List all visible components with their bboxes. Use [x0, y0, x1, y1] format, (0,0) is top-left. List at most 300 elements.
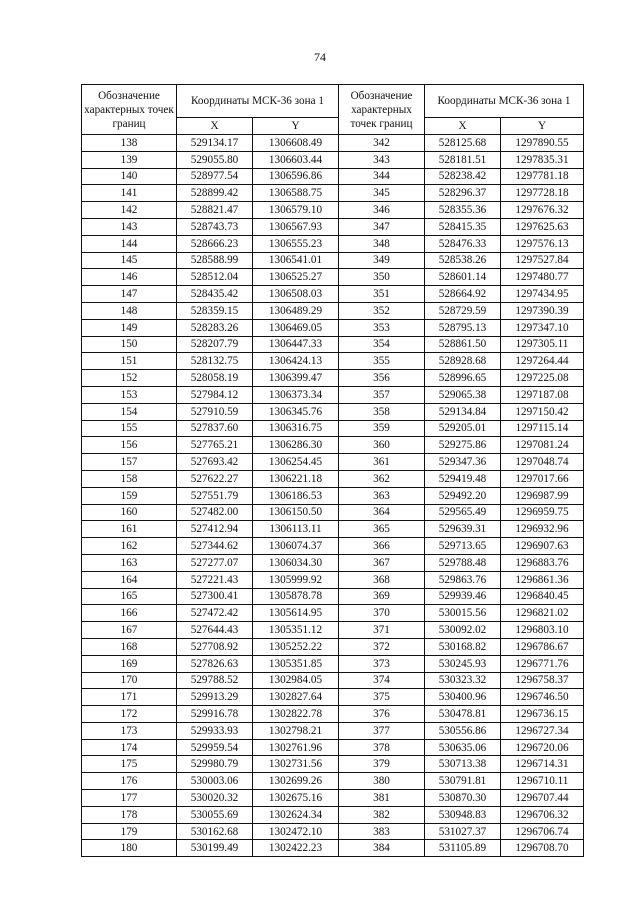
cell-point-left: 149 [82, 319, 177, 336]
table-row [82, 504, 584, 521]
cell-point-right: 384 [339, 840, 425, 857]
cell-x-right: 530713.38 [425, 756, 501, 773]
table-row [82, 252, 584, 269]
cell-y-right: 1296803.10 [501, 622, 584, 639]
cell-x-left: 528977.54 [177, 168, 253, 185]
cell-x-right: 530323.32 [425, 672, 501, 689]
table-row [82, 487, 584, 504]
cell-x-right: 530791.81 [425, 773, 501, 790]
cell-x-right: 530635.06 [425, 739, 501, 756]
table-row [82, 353, 584, 370]
cell-y-left: 1306316.75 [253, 420, 339, 437]
cell-point-left: 171 [82, 689, 177, 706]
cell-x-left: 529916.78 [177, 706, 253, 723]
cell-point-left: 167 [82, 622, 177, 639]
cell-x-left: 530162.68 [177, 823, 253, 840]
cell-x-right: 530478.81 [425, 706, 501, 723]
cell-y-right: 1297676.32 [501, 202, 584, 219]
cell-x-right: 529205.01 [425, 420, 501, 437]
cell-y-right: 1296710.11 [501, 773, 584, 790]
cell-x-left: 528588.99 [177, 252, 253, 269]
cell-y-right: 1297835.31 [501, 151, 584, 168]
table-row [82, 605, 584, 622]
table-row [82, 706, 584, 723]
table-row [82, 554, 584, 571]
cell-x-left: 527826.63 [177, 655, 253, 672]
cell-y-left: 1306588.75 [253, 185, 339, 202]
cell-point-left: 146 [82, 269, 177, 286]
cell-point-right: 363 [339, 487, 425, 504]
cell-x-right: 529419.48 [425, 470, 501, 487]
cell-point-right: 376 [339, 706, 425, 723]
cell-x-right: 530556.86 [425, 722, 501, 739]
cell-x-right: 529492.20 [425, 487, 501, 504]
cell-y-right: 1296840.45 [501, 588, 584, 605]
cell-x-right: 529065.38 [425, 386, 501, 403]
cell-y-left: 1306113.11 [253, 521, 339, 538]
cell-x-right: 528476.33 [425, 235, 501, 252]
cell-point-right: 357 [339, 386, 425, 403]
cell-y-left: 1306345.76 [253, 403, 339, 420]
cell-y-left: 1306567.93 [253, 218, 339, 235]
cell-x-left: 527765.21 [177, 437, 253, 454]
table-row [82, 454, 584, 471]
cell-point-left: 163 [82, 554, 177, 571]
cell-point-left: 173 [82, 722, 177, 739]
cell-point-left: 139 [82, 151, 177, 168]
cell-x-right: 528601.14 [425, 269, 501, 286]
cell-point-left: 148 [82, 302, 177, 319]
cell-y-right: 1297150.42 [501, 403, 584, 420]
cell-x-right: 528996.65 [425, 370, 501, 387]
cell-y-left: 1305614.95 [253, 605, 339, 622]
cell-point-left: 153 [82, 386, 177, 403]
cell-point-left: 158 [82, 470, 177, 487]
cell-point-right: 343 [339, 151, 425, 168]
cell-point-right: 378 [339, 739, 425, 756]
cell-point-left: 154 [82, 403, 177, 420]
cell-point-left: 147 [82, 286, 177, 303]
cell-x-right: 528729.59 [425, 302, 501, 319]
cell-x-right: 529639.31 [425, 521, 501, 538]
cell-y-left: 1302624.34 [253, 806, 339, 823]
table-row [82, 235, 584, 252]
cell-point-right: 370 [339, 605, 425, 622]
cell-y-left: 1302472.10 [253, 823, 339, 840]
cell-x-right: 529939.46 [425, 588, 501, 605]
cell-y-left: 1305351.12 [253, 622, 339, 639]
cell-point-right: 346 [339, 202, 425, 219]
cell-y-left: 1306579.10 [253, 202, 339, 219]
table-row [82, 840, 584, 857]
cell-point-left: 160 [82, 504, 177, 521]
cell-x-left: 527644.43 [177, 622, 253, 639]
cell-point-left: 138 [82, 135, 177, 152]
cell-x-left: 528435.42 [177, 286, 253, 303]
cell-point-left: 169 [82, 655, 177, 672]
cell-y-right: 1297017.66 [501, 470, 584, 487]
table-row [82, 286, 584, 303]
cell-x-right: 530948.83 [425, 806, 501, 823]
cell-point-left: 162 [82, 538, 177, 555]
cell-y-right: 1297390.39 [501, 302, 584, 319]
cell-y-right: 1297527.84 [501, 252, 584, 269]
cell-point-right: 347 [339, 218, 425, 235]
cell-x-left: 527482.00 [177, 504, 253, 521]
table-row [82, 202, 584, 219]
cell-y-left: 1306399.47 [253, 370, 339, 387]
cell-point-right: 377 [339, 722, 425, 739]
cell-y-left: 1306254.45 [253, 454, 339, 471]
cell-x-left: 528899.42 [177, 185, 253, 202]
cell-y-right: 1296714.31 [501, 756, 584, 773]
header-x-right: X [425, 118, 501, 135]
cell-x-left: 527708.92 [177, 638, 253, 655]
cell-point-right: 380 [339, 773, 425, 790]
table-row [82, 403, 584, 420]
cell-y-left: 1302731.56 [253, 756, 339, 773]
cell-x-left: 528132.75 [177, 353, 253, 370]
cell-x-left: 530003.06 [177, 773, 253, 790]
coordinates-table [81, 84, 584, 857]
cell-y-left: 1306447.33 [253, 336, 339, 353]
cell-y-left: 1306603.44 [253, 151, 339, 168]
cell-x-left: 528821.47 [177, 202, 253, 219]
cell-point-right: 381 [339, 790, 425, 807]
cell-point-left: 161 [82, 521, 177, 538]
cell-y-right: 1296786.67 [501, 638, 584, 655]
table-row [82, 168, 584, 185]
cell-x-left: 528666.23 [177, 235, 253, 252]
cell-point-left: 175 [82, 756, 177, 773]
cell-y-left: 1306286.30 [253, 437, 339, 454]
cell-y-left: 1306373.34 [253, 386, 339, 403]
cell-x-left: 529055.80 [177, 151, 253, 168]
cell-y-left: 1306596.86 [253, 168, 339, 185]
cell-y-right: 1296720.06 [501, 739, 584, 756]
cell-y-right: 1296932.96 [501, 521, 584, 538]
cell-point-right: 350 [339, 269, 425, 286]
cell-point-right: 352 [339, 302, 425, 319]
table-row [82, 538, 584, 555]
cell-point-right: 342 [339, 135, 425, 152]
cell-y-right: 1296706.74 [501, 823, 584, 840]
table-row [82, 638, 584, 655]
cell-x-left: 527910.59 [177, 403, 253, 420]
cell-x-left: 528743.73 [177, 218, 253, 235]
cell-x-right: 531105.89 [425, 840, 501, 857]
cell-y-left: 1306525.27 [253, 269, 339, 286]
cell-y-left: 1305878.78 [253, 588, 339, 605]
table-row [82, 437, 584, 454]
cell-x-left: 527412.94 [177, 521, 253, 538]
table-row [82, 672, 584, 689]
cell-x-right: 529275.86 [425, 437, 501, 454]
cell-x-right: 529863.76 [425, 571, 501, 588]
cell-point-right: 367 [339, 554, 425, 571]
header-coords-right: Координаты МСК-36 зона 1 [425, 85, 584, 118]
cell-point-right: 348 [339, 235, 425, 252]
cell-x-left: 527472.42 [177, 605, 253, 622]
cell-y-left: 1306508.03 [253, 286, 339, 303]
header-point-left: Обозначение характерных точек границ [82, 85, 177, 135]
cell-y-right: 1297347.10 [501, 319, 584, 336]
cell-y-right: 1297187.08 [501, 386, 584, 403]
cell-x-left: 529959.54 [177, 739, 253, 756]
table-row [82, 151, 584, 168]
cell-point-right: 361 [339, 454, 425, 471]
cell-x-left: 528207.79 [177, 336, 253, 353]
cell-y-right: 1296883.76 [501, 554, 584, 571]
cell-point-left: 170 [82, 672, 177, 689]
cell-y-right: 1297048.74 [501, 454, 584, 471]
cell-y-right: 1297728.18 [501, 185, 584, 202]
table-row [82, 269, 584, 286]
cell-point-right: 351 [339, 286, 425, 303]
cell-point-right: 356 [339, 370, 425, 387]
cell-x-right: 530092.02 [425, 622, 501, 639]
cell-point-right: 355 [339, 353, 425, 370]
cell-y-left: 1306221.18 [253, 470, 339, 487]
cell-x-right: 530400.96 [425, 689, 501, 706]
cell-x-right: 529134.84 [425, 403, 501, 420]
table-row [82, 756, 584, 773]
cell-x-left: 527277.07 [177, 554, 253, 571]
cell-x-left: 529980.79 [177, 756, 253, 773]
table-row [82, 588, 584, 605]
cell-point-left: 140 [82, 168, 177, 185]
cell-y-left: 1306186.53 [253, 487, 339, 504]
cell-point-right: 345 [339, 185, 425, 202]
cell-point-left: 177 [82, 790, 177, 807]
table-row [82, 790, 584, 807]
cell-y-right: 1297305.11 [501, 336, 584, 353]
table-row [82, 521, 584, 538]
cell-y-right: 1296736.15 [501, 706, 584, 723]
cell-point-right: 373 [339, 655, 425, 672]
cell-point-right: 375 [339, 689, 425, 706]
cell-y-left: 1302798.21 [253, 722, 339, 739]
cell-x-left: 527300.41 [177, 588, 253, 605]
cell-y-left: 1302827.64 [253, 689, 339, 706]
cell-x-left: 527221.43 [177, 571, 253, 588]
cell-y-right: 1297434.95 [501, 286, 584, 303]
cell-x-right: 530015.56 [425, 605, 501, 622]
cell-y-left: 1306489.29 [253, 302, 339, 319]
cell-y-right: 1296861.36 [501, 571, 584, 588]
table-row [82, 655, 584, 672]
cell-point-right: 379 [339, 756, 425, 773]
cell-x-right: 528664.92 [425, 286, 501, 303]
header-x-left: X [177, 118, 253, 135]
cell-point-right: 354 [339, 336, 425, 353]
cell-point-left: 168 [82, 638, 177, 655]
cell-x-left: 527984.12 [177, 386, 253, 403]
cell-y-right: 1297115.14 [501, 420, 584, 437]
cell-x-right: 528538.26 [425, 252, 501, 269]
header-coords-left: Координаты МСК-36 зона 1 [177, 85, 339, 118]
table-row [82, 370, 584, 387]
cell-x-left: 530020.32 [177, 790, 253, 807]
cell-point-right: 365 [339, 521, 425, 538]
cell-x-right: 528296.37 [425, 185, 501, 202]
cell-y-right: 1297576.13 [501, 235, 584, 252]
cell-y-left: 1302761.96 [253, 739, 339, 756]
cell-y-right: 1296821.02 [501, 605, 584, 622]
cell-x-right: 528795.13 [425, 319, 501, 336]
cell-y-right: 1296708.70 [501, 840, 584, 857]
cell-y-right: 1297264.44 [501, 353, 584, 370]
cell-y-left: 1302984.05 [253, 672, 339, 689]
cell-y-right: 1297781.18 [501, 168, 584, 185]
cell-point-left: 166 [82, 605, 177, 622]
cell-y-left: 1302675.16 [253, 790, 339, 807]
cell-y-right: 1296706.32 [501, 806, 584, 823]
table-row [82, 420, 584, 437]
cell-y-left: 1302422.23 [253, 840, 339, 857]
cell-x-left: 528512.04 [177, 269, 253, 286]
cell-point-left: 157 [82, 454, 177, 471]
cell-x-right: 528415.35 [425, 218, 501, 235]
cell-point-left: 145 [82, 252, 177, 269]
table-row [82, 689, 584, 706]
cell-point-right: 374 [339, 672, 425, 689]
cell-x-right: 530870.30 [425, 790, 501, 807]
cell-point-right: 364 [339, 504, 425, 521]
cell-x-left: 529788.52 [177, 672, 253, 689]
table-row [82, 185, 584, 202]
cell-point-right: 368 [339, 571, 425, 588]
cell-y-right: 1296707.44 [501, 790, 584, 807]
cell-y-left: 1302699.26 [253, 773, 339, 790]
cell-x-left: 529933.93 [177, 722, 253, 739]
cell-x-right: 528861.50 [425, 336, 501, 353]
cell-x-left: 527622.27 [177, 470, 253, 487]
table-row [82, 571, 584, 588]
cell-point-right: 369 [339, 588, 425, 605]
cell-y-right: 1296758.37 [501, 672, 584, 689]
cell-y-right: 1297480.77 [501, 269, 584, 286]
cell-x-right: 528125.68 [425, 135, 501, 152]
table-row [82, 302, 584, 319]
cell-x-left: 528359.15 [177, 302, 253, 319]
cell-x-right: 528928.68 [425, 353, 501, 370]
cell-point-right: 344 [339, 168, 425, 185]
cell-point-right: 360 [339, 437, 425, 454]
cell-y-left: 1306034.30 [253, 554, 339, 571]
cell-y-left: 1306074.37 [253, 538, 339, 555]
cell-point-left: 172 [82, 706, 177, 723]
cell-x-right: 529713.65 [425, 538, 501, 555]
table-row [82, 806, 584, 823]
cell-point-left: 142 [82, 202, 177, 219]
cell-point-right: 359 [339, 420, 425, 437]
cell-y-left: 1305999.92 [253, 571, 339, 588]
cell-x-left: 527837.60 [177, 420, 253, 437]
cell-point-right: 362 [339, 470, 425, 487]
cell-y-left: 1306608.49 [253, 135, 339, 152]
cell-y-right: 1296907.63 [501, 538, 584, 555]
cell-x-left: 528283.26 [177, 319, 253, 336]
cell-point-left: 164 [82, 571, 177, 588]
cell-x-right: 529347.36 [425, 454, 501, 471]
table-row [82, 470, 584, 487]
cell-x-right: 528355.36 [425, 202, 501, 219]
cell-y-right: 1296959.75 [501, 504, 584, 521]
cell-y-right: 1296746.50 [501, 689, 584, 706]
cell-point-right: 382 [339, 806, 425, 823]
cell-point-left: 176 [82, 773, 177, 790]
cell-point-left: 159 [82, 487, 177, 504]
cell-point-left: 178 [82, 806, 177, 823]
cell-point-right: 372 [339, 638, 425, 655]
header-y-right: Y [501, 118, 584, 135]
cell-x-left: 530055.69 [177, 806, 253, 823]
table-row [82, 622, 584, 639]
cell-x-left: 527344.62 [177, 538, 253, 555]
cell-y-right: 1297081.24 [501, 437, 584, 454]
cell-y-left: 1306469.05 [253, 319, 339, 336]
cell-point-left: 141 [82, 185, 177, 202]
cell-point-right: 383 [339, 823, 425, 840]
cell-x-right: 529565.49 [425, 504, 501, 521]
cell-x-left: 529134.17 [177, 135, 253, 152]
cell-x-left: 529913.29 [177, 689, 253, 706]
cell-point-left: 155 [82, 420, 177, 437]
cell-y-left: 1306150.50 [253, 504, 339, 521]
cell-x-right: 529788.48 [425, 554, 501, 571]
page-number: 74 [314, 50, 326, 64]
cell-y-right: 1297625.63 [501, 218, 584, 235]
cell-y-left: 1306555.23 [253, 235, 339, 252]
cell-point-left: 143 [82, 218, 177, 235]
cell-y-right: 1297225.08 [501, 370, 584, 387]
cell-x-right: 530168.82 [425, 638, 501, 655]
cell-x-left: 530199.49 [177, 840, 253, 857]
cell-point-left: 180 [82, 840, 177, 857]
cell-y-left: 1302822.78 [253, 706, 339, 723]
cell-point-right: 353 [339, 319, 425, 336]
table-row [82, 773, 584, 790]
cell-y-right: 1296771.76 [501, 655, 584, 672]
cell-point-left: 144 [82, 235, 177, 252]
cell-y-left: 1305351.85 [253, 655, 339, 672]
cell-y-left: 1306541.01 [253, 252, 339, 269]
cell-x-left: 527693.42 [177, 454, 253, 471]
cell-point-right: 358 [339, 403, 425, 420]
table-row [82, 739, 584, 756]
cell-y-left: 1305252.22 [253, 638, 339, 655]
table-row [82, 823, 584, 840]
cell-point-right: 366 [339, 538, 425, 555]
table-row [82, 218, 584, 235]
table-row [82, 722, 584, 739]
cell-point-left: 174 [82, 739, 177, 756]
cell-point-left: 152 [82, 370, 177, 387]
cell-y-right: 1297890.55 [501, 135, 584, 152]
cell-point-right: 349 [339, 252, 425, 269]
cell-x-left: 528058.19 [177, 370, 253, 387]
table-body [82, 135, 584, 857]
cell-x-right: 528181.51 [425, 151, 501, 168]
cell-point-left: 156 [82, 437, 177, 454]
header-point-right: Обозначение характерных точек границ [339, 85, 425, 135]
cell-point-right: 371 [339, 622, 425, 639]
cell-x-left: 527551.79 [177, 487, 253, 504]
cell-y-right: 1296727.34 [501, 722, 584, 739]
cell-point-left: 150 [82, 336, 177, 353]
cell-point-left: 151 [82, 353, 177, 370]
